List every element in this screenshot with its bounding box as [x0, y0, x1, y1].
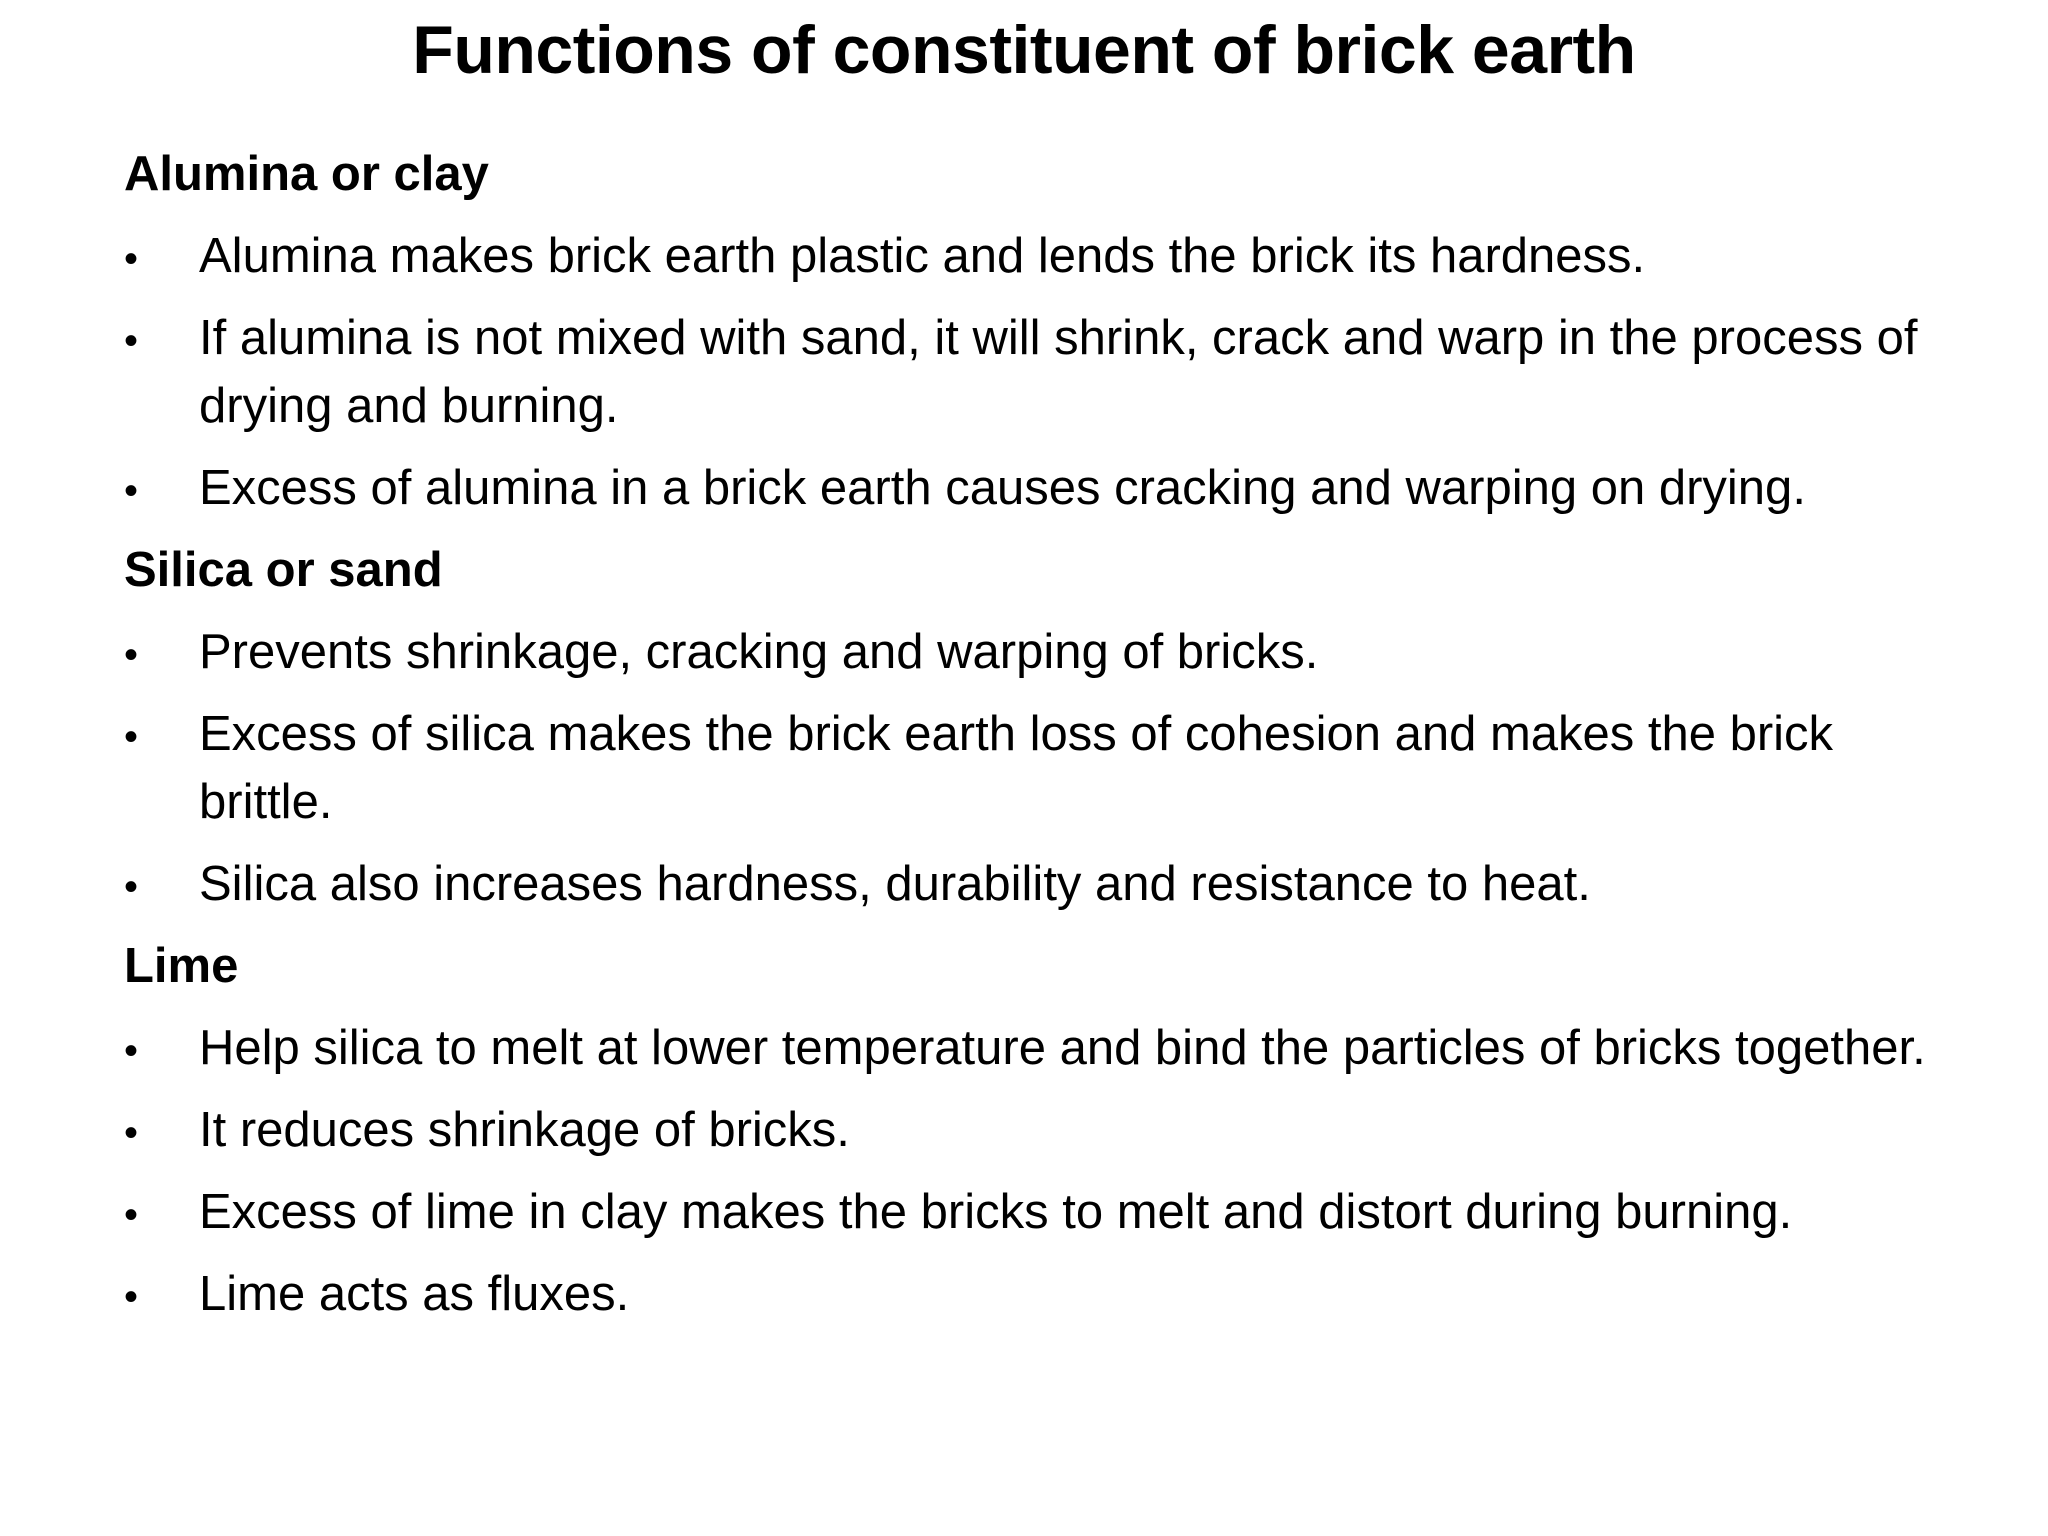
list-item [124, 850, 1954, 918]
bullet-icon [124, 700, 164, 771]
section-heading: Alumina or clay [124, 147, 489, 201]
bullet-list [124, 1014, 1954, 1328]
bullet-text: Alumina makes brick earth plastic and lends the brick its hardness. [199, 229, 1646, 283]
bullet-text: Excess of silica makes the brick earth loss of cohesion and makes the brick brittle. [199, 707, 1834, 829]
list-item [124, 304, 1954, 440]
bullet-list [124, 222, 1954, 522]
list-item [124, 222, 1954, 290]
list-item [124, 1178, 1954, 1246]
list-item [124, 1014, 1954, 1082]
section-alumina [124, 140, 1954, 522]
list-item [124, 454, 1954, 522]
list-item [124, 1260, 1954, 1328]
section-heading: Silica or sand [124, 543, 443, 597]
bullet-text: Lime acts as fluxes. [199, 1267, 630, 1321]
bullet-icon [124, 1178, 164, 1249]
bullet-list [124, 618, 1954, 918]
slide-content [124, 140, 1954, 1342]
bullet-icon [124, 1260, 164, 1331]
section-heading: Lime [124, 939, 239, 993]
bullet-text: Excess of lime in clay makes the bricks to melt and distort during burning. [199, 1185, 1793, 1239]
bullet-text: Silica also increases hardness, durability and resistance to heat. [199, 857, 1591, 911]
bullet-icon [124, 304, 164, 375]
section-lime [124, 932, 1954, 1328]
bullet-icon [124, 1014, 164, 1085]
list-item [124, 618, 1954, 686]
bullet-text: It reduces shrinkage of bricks. [199, 1103, 850, 1157]
list-item [124, 700, 1954, 836]
bullet-icon [124, 1096, 164, 1167]
slide-title: Functions of constituent of brick earth [412, 12, 1636, 88]
bullet-icon [124, 454, 164, 525]
bullet-icon [124, 850, 164, 921]
bullet-text: If alumina is not mixed with sand, it will shrink, crack and warp in the process of drying and burning. [199, 311, 1918, 433]
bullet-icon [124, 618, 164, 689]
bullet-text: Help silica to melt at lower temperature and bind the particles of bricks together. [199, 1021, 1926, 1075]
bullet-text: Excess of alumina in a brick earth causes cracking and warping on drying. [199, 461, 1806, 515]
bullet-icon [124, 222, 164, 293]
list-item [124, 1096, 1954, 1164]
section-silica [124, 536, 1954, 918]
bullet-text: Prevents shrinkage, cracking and warping of bricks. [199, 625, 1319, 679]
